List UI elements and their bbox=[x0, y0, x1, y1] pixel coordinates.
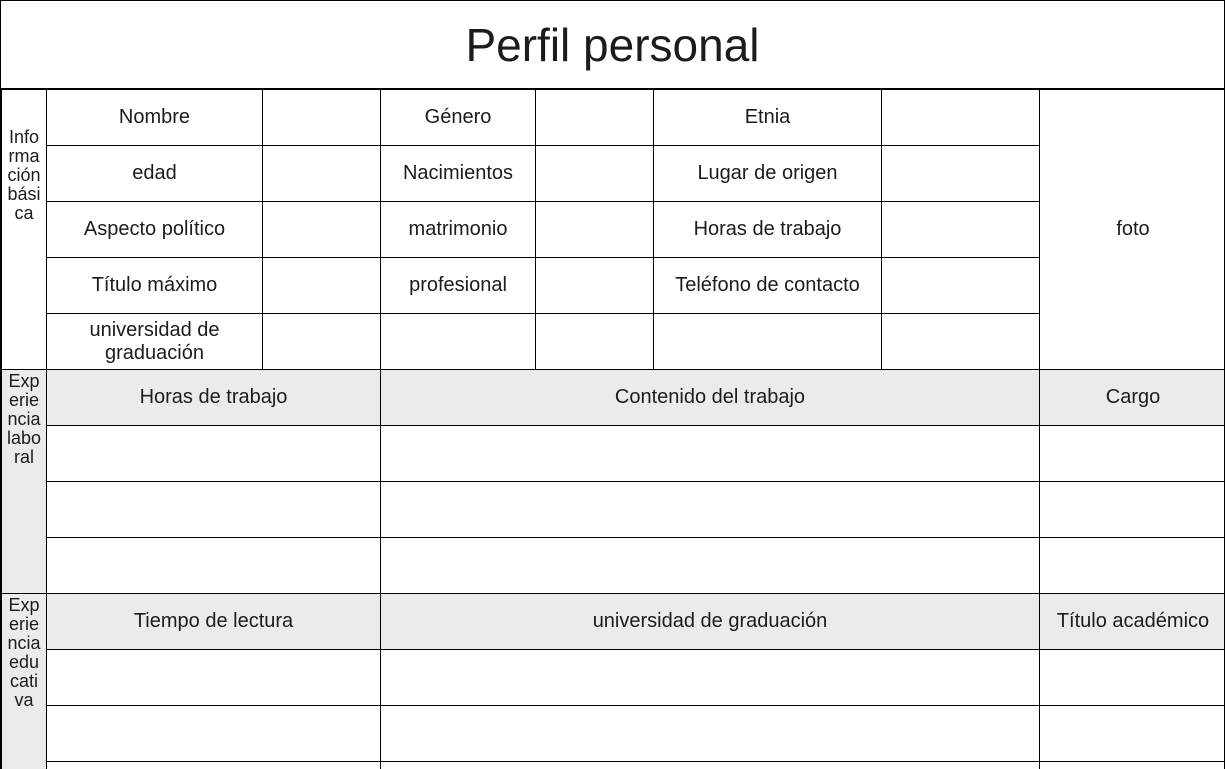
label-universidad: universidad de graduación bbox=[47, 314, 263, 370]
work-cell-contenido[interactable] bbox=[381, 538, 1040, 594]
education-cell-universidad[interactable] bbox=[381, 762, 1040, 769]
empty-value-cell[interactable] bbox=[536, 314, 654, 370]
value-nombre[interactable] bbox=[263, 90, 381, 146]
label-titulo-maximo: Título máximo bbox=[47, 258, 263, 314]
work-cell-contenido[interactable] bbox=[381, 426, 1040, 482]
profile-table bbox=[1, 89, 1225, 769]
basic-section-label: Información básica bbox=[2, 90, 47, 370]
value-aspecto-politico[interactable] bbox=[263, 202, 381, 258]
label-nacimientos: Nacimientos bbox=[381, 146, 536, 202]
work-cell-horas[interactable] bbox=[47, 426, 381, 482]
value-etnia[interactable] bbox=[882, 90, 1040, 146]
work-header-contenido: Contenido del trabajo bbox=[381, 370, 1040, 426]
work-cell-contenido[interactable] bbox=[381, 482, 1040, 538]
value-lugar-origen[interactable] bbox=[882, 146, 1040, 202]
education-cell-tiempo[interactable] bbox=[47, 650, 381, 706]
value-matrimonio[interactable] bbox=[536, 202, 654, 258]
work-header-row bbox=[2, 370, 1225, 426]
education-header-titulo: Título académico bbox=[1040, 594, 1225, 650]
education-cell-tiempo[interactable] bbox=[47, 706, 381, 762]
value-genero[interactable] bbox=[536, 90, 654, 146]
label-aspecto-politico: Aspecto político bbox=[47, 202, 263, 258]
education-cell-universidad[interactable] bbox=[381, 706, 1040, 762]
label-etnia: Etnia bbox=[654, 90, 882, 146]
label-telefono: Teléfono de contacto bbox=[654, 258, 882, 314]
work-section-label: Experiencia laboral bbox=[2, 370, 47, 594]
education-cell-titulo[interactable] bbox=[1040, 650, 1225, 706]
work-header-cargo: Cargo bbox=[1040, 370, 1225, 426]
education-section-label: Experiencia educativa bbox=[2, 594, 47, 769]
value-edad[interactable] bbox=[263, 146, 381, 202]
education-row bbox=[2, 762, 1225, 769]
work-row bbox=[2, 482, 1225, 538]
education-row bbox=[2, 706, 1225, 762]
label-horas-trabajo: Horas de trabajo bbox=[654, 202, 882, 258]
value-profesional[interactable] bbox=[536, 258, 654, 314]
work-row bbox=[2, 538, 1225, 594]
work-cell-horas[interactable] bbox=[47, 482, 381, 538]
label-genero: Género bbox=[381, 90, 536, 146]
label-nombre: Nombre bbox=[47, 90, 263, 146]
education-cell-titulo[interactable] bbox=[1040, 762, 1225, 769]
value-telefono[interactable] bbox=[882, 258, 1040, 314]
empty-label-cell bbox=[381, 314, 536, 370]
work-cell-cargo[interactable] bbox=[1040, 538, 1225, 594]
work-cell-cargo[interactable] bbox=[1040, 482, 1225, 538]
education-header-tiempo: Tiempo de lectura bbox=[47, 594, 381, 650]
value-universidad[interactable] bbox=[263, 314, 381, 370]
education-cell-titulo[interactable] bbox=[1040, 706, 1225, 762]
education-cell-tiempo[interactable] bbox=[47, 762, 381, 769]
work-cell-cargo[interactable] bbox=[1040, 426, 1225, 482]
education-header-row bbox=[2, 594, 1225, 650]
value-horas-trabajo[interactable] bbox=[882, 202, 1040, 258]
empty-label-cell bbox=[654, 314, 882, 370]
education-header-universidad: universidad de graduación bbox=[381, 594, 1040, 650]
label-profesional: profesional bbox=[381, 258, 536, 314]
work-cell-horas[interactable] bbox=[47, 538, 381, 594]
page-title: Perfil personal bbox=[1, 1, 1224, 89]
photo-cell[interactable]: foto bbox=[1040, 90, 1225, 370]
label-lugar-origen: Lugar de origen bbox=[654, 146, 882, 202]
value-titulo-maximo[interactable] bbox=[263, 258, 381, 314]
education-row bbox=[2, 650, 1225, 706]
education-cell-universidad[interactable] bbox=[381, 650, 1040, 706]
label-edad: edad bbox=[47, 146, 263, 202]
value-nacimientos[interactable] bbox=[536, 146, 654, 202]
label-matrimonio: matrimonio bbox=[381, 202, 536, 258]
work-header-horas: Horas de trabajo bbox=[47, 370, 381, 426]
basic-row-1 bbox=[2, 90, 1225, 146]
work-row bbox=[2, 426, 1225, 482]
empty-value-cell[interactable] bbox=[882, 314, 1040, 370]
